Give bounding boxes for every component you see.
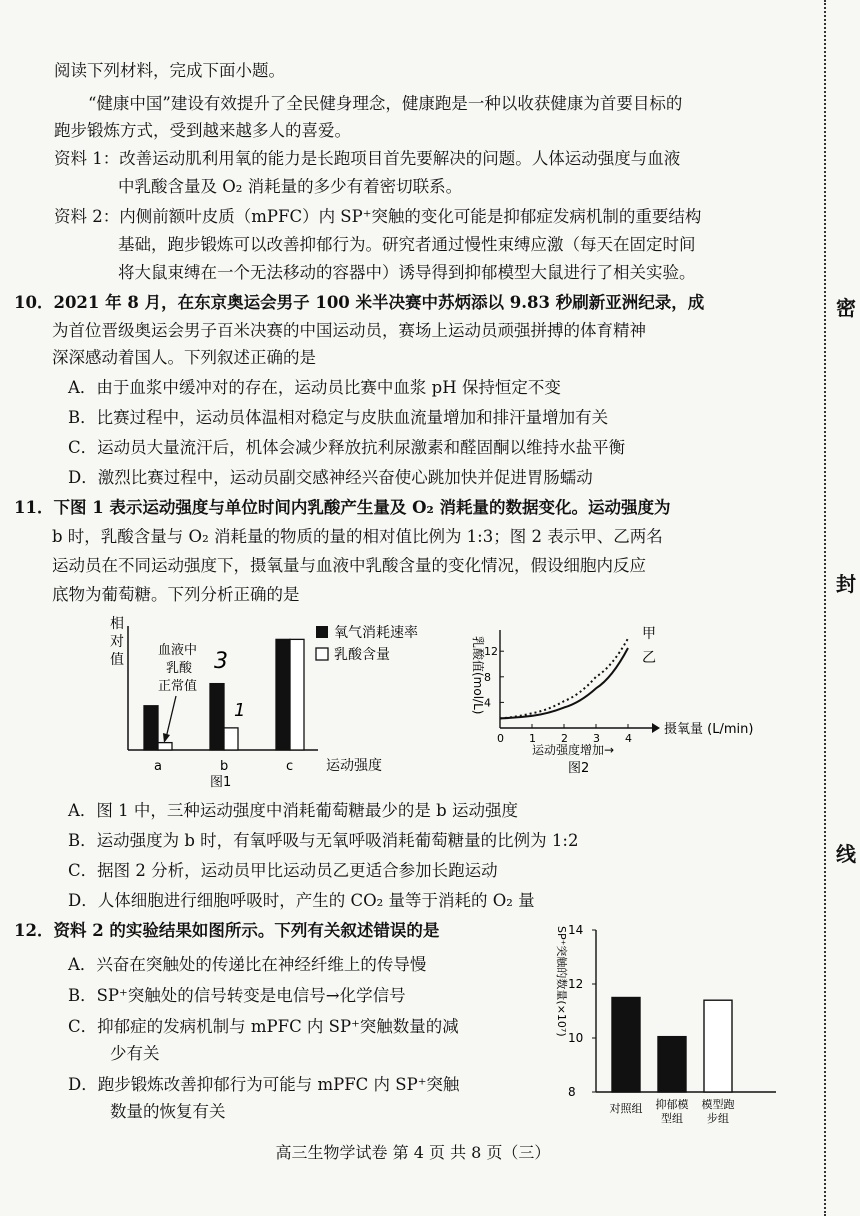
fig1-ylabel-3: 值: [110, 652, 124, 668]
fig3-bars-group: [568, 923, 735, 1125]
q11-option-d: D．人体细胞进行细胞呼吸时，产生的 CO₂ 量等于消耗的 O₂ 量: [68, 891, 535, 910]
q10-stem-3: 深深感动着国人。下列叙述正确的是: [52, 348, 316, 367]
fig1-xtick-a: a: [154, 759, 162, 774]
fig2-label-jia: 甲: [642, 626, 656, 642]
fig1-bar-b-lactic: [224, 728, 238, 750]
fig3-xtick-2-b: 步组: [707, 1112, 729, 1125]
material-2-line-1: 资料 2：内侧前额叶皮质（mPFC）内 SP⁺突触的变化可能是抑郁症发病机制的重要结构: [54, 207, 702, 226]
fig3-ytick-8: 8: [568, 1085, 576, 1099]
fig2-x-arrowhead: [652, 723, 660, 733]
page-footer: 高三生物学试卷 第 4 页 共 8 页（三）: [275, 1143, 551, 1162]
q11-stem-4: 底物为葡萄糖。下列分析正确的是: [52, 585, 300, 604]
figure-3-bar-chart: [544, 920, 790, 1132]
fig1-annot-3: 正常值: [158, 679, 198, 694]
fig1-ylabel-1: 相: [110, 616, 124, 632]
fig1-legend-o2: 氧气消耗速率: [334, 625, 418, 641]
q12-option-d-line-1: D．跑步锻炼改善抑郁行为可能与 mPFC 内 SP⁺突触: [68, 1075, 460, 1094]
fig1-bar-a-lactic: [158, 743, 172, 750]
fig1-annot-2: 乳酸: [166, 661, 193, 676]
fig1-annot-arrowhead: [163, 733, 170, 743]
q12-option-c-line-1: C．抑郁症的发病机制与 mPFC 内 SP⁺突触数量的减: [68, 1017, 459, 1036]
fig2-label-yi: 乙: [642, 650, 656, 666]
q10-option-b: B．比赛过程中，运动员体温相对稳定与皮肤血流量增加和排汗量增加有关: [68, 408, 609, 427]
fig1-bar-a-o2: [144, 706, 158, 750]
binding-line-strip: [824, 0, 860, 1216]
fig3-bar-2: [704, 1000, 732, 1092]
fig1-xtick-group: [154, 759, 293, 774]
fig1-xlabel: 运动强度: [326, 758, 382, 774]
q11-stem-2: b 时，乳酸含量与 O₂ 消耗量的物质的量的相对值比例为 1:3；图 2 表示甲、乙两名: [52, 527, 663, 546]
fig2-ytick-8: 8: [484, 670, 491, 684]
q11-option-b: B．运动强度为 b 时，有氧呼吸与无氧呼吸消耗葡萄糖量的比例为 1:2: [68, 831, 579, 850]
fig2-xtick-2: 2: [561, 732, 568, 745]
fig3-ytick-12: 12: [568, 977, 584, 991]
fig2-caption: 图2: [568, 761, 590, 776]
fig3-ytick-14: 14: [568, 923, 584, 937]
fig3-xtick-1-a: 抑郁模: [655, 1098, 689, 1111]
q12-stem: 12．资料 2 的实验结果如图所示。下列有关叙述错误的是: [14, 921, 440, 940]
figure-1-bar-chart: [108, 612, 438, 790]
fig2-xtick-1: 1: [529, 732, 536, 745]
fig1-xtick-c: c: [286, 759, 294, 774]
fig2-ylabel: 乳酸值(mol/L): [471, 636, 485, 715]
fig1-xtick-b: b: [220, 759, 229, 774]
q10-stem-1: 10．2021 年 8 月，在东京奥运会男子 100 米半决赛中苏炳添以 9.83 秒刷新亚洲纪录，成: [14, 293, 705, 312]
side-char-mi: 密: [836, 296, 856, 320]
figure-2-line-chart: [462, 618, 772, 784]
q10-stem-2: 为首位晋级奥运会男子百米决赛的中国运动员，赛场上运动员顽强拼搏的体育精神: [52, 321, 646, 340]
q10-option-c: C．运动员大量流汗后，机体会减少释放抗利尿激素和醛固酮以维持水盐平衡: [68, 438, 626, 457]
q11-option-c: C．据图 2 分析，运动员甲比运动员乙更适合参加长跑运动: [68, 861, 498, 880]
q10-option-a: A．由于血浆中缓冲对的存在，运动员比赛中血浆 pH 保持恒定不变: [68, 378, 561, 397]
material-1-line-2: 中乳酸含量及 O₂ 消耗量的多少有着密切联系。: [118, 177, 463, 196]
fig2-xtick-3: 3: [593, 732, 600, 745]
fig3-bar-1: [658, 1037, 686, 1092]
q11-stem-3: 运动员在不同运动强度下，摄氧量与血液中乳酸含量的变化情况，假设细胞内反应: [52, 556, 646, 575]
fig2-xtick-4: 4: [625, 732, 632, 745]
fig3-xtick-0: 对照组: [609, 1102, 643, 1115]
q12-option-b: B．SP⁺突触处的信号转变是电信号→化学信号: [68, 986, 406, 1005]
q12-option-a: A．兴奋在突触处的传递比在神经纤维上的传导慢: [68, 955, 427, 974]
intro-line-2: “健康中国”建设有效提升了全民健身理念，健康跑是一种以收获健康为首要目标的: [88, 94, 683, 113]
fig2-xsub: 运动强度增加→: [532, 743, 615, 757]
fig2-xlabel: 摄氧量 (L/min): [664, 722, 754, 737]
side-char-xian: 线: [836, 842, 856, 866]
q10-option-d: D．激烈比赛过程中，运动员副交感神经兴奋使心跳加快并促进胃肠蠕动: [68, 468, 593, 487]
fig3-xtick-1-b: 型组: [661, 1112, 683, 1125]
q11-option-a: A．图 1 中，三种运动强度中消耗葡萄糖最少的是 b 运动强度: [68, 801, 518, 820]
intro-line-1: 阅读下列材料，完成下面小题。: [54, 61, 285, 80]
intro-line-3: 跑步锻炼方式，受到越来越多人的喜爱。: [54, 121, 351, 140]
q12-option-c-line-2: 少有关: [110, 1044, 160, 1063]
fig1-handwritten-1: 1: [234, 700, 246, 721]
fig1-ylabel-2: 对: [110, 634, 124, 650]
fig1-bar-b-o2: [210, 684, 224, 750]
fig1-annot-arrow: [166, 696, 176, 738]
q11-stem-1: 11．下图 1 表示运动强度与单位时间内乳酸产生量及 O₂ 消耗量的数据变化。运动强度为: [14, 498, 671, 517]
fig2-series-yi: [500, 648, 628, 718]
material-2-line-2: 基础，跑步锻炼可以改善抑郁行为。研究者通过慢性束缚应激（每天在固定时间: [118, 235, 696, 254]
fig2-ytick-12: 12: [484, 645, 498, 659]
fig3-ylabel: SP⁺突触的数量(×10⁷): [555, 926, 568, 1037]
q12-option-d-line-2: 数量的恢复有关: [110, 1102, 226, 1121]
material-2-line-3: 将大鼠束缚在一个无法移动的容器中）诱导得到抑郁模型大鼠进行了相关实验。: [118, 263, 696, 282]
fig1-legend-lactic: 乳酸含量: [334, 647, 390, 663]
fig2-tick-group: [484, 645, 632, 745]
material-1-line-1: 资料 1：改善运动肌利用氧的能力是长跑项目首先要解决的问题。人体运动强度与血液: [54, 149, 681, 168]
fig3-bar-0: [612, 998, 640, 1093]
fig1-legend-swatch-o2: [316, 626, 328, 638]
side-char-feng: 封: [836, 572, 856, 596]
fig1-annot-1: 血液中: [158, 643, 198, 658]
fig1-legend-swatch-lactic: [316, 648, 328, 660]
fig1-handwritten-3: 3: [214, 649, 228, 674]
fig1-bar-c-o2: [276, 639, 290, 750]
fig1-bar-c-lactic: [290, 639, 304, 750]
fig2-ytick-4: 4: [484, 696, 491, 710]
fig1-caption: 图1: [210, 775, 232, 790]
fig3-xtick-2-a: 模型跑: [701, 1098, 735, 1111]
fig2-xtick-0: 0: [497, 732, 504, 745]
fig3-ytick-10: 10: [568, 1031, 584, 1045]
